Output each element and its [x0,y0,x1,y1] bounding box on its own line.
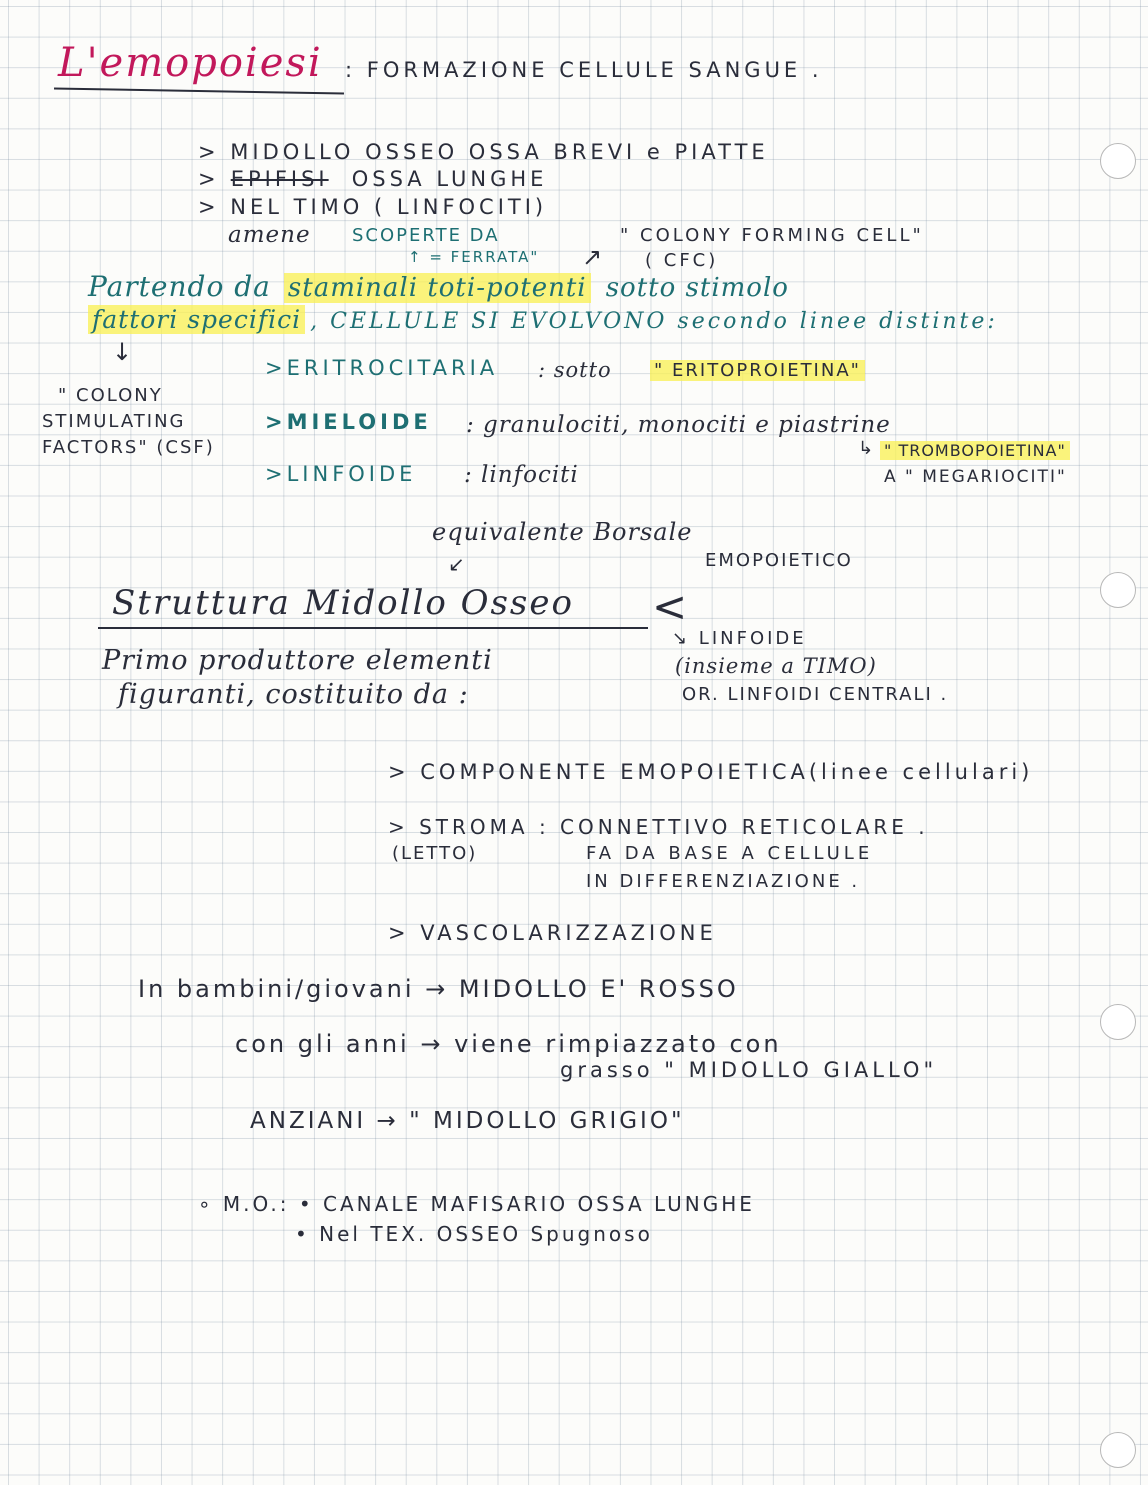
comp-differenziazione: IN DIFFERENZIAZIONE . [586,871,861,892]
cfc-scoperte: SCOPERTE DA [352,225,500,246]
site-epifisi-prefix: > [198,167,220,191]
line-eritro-sotto: : sotto [538,358,612,382]
staminali-partendo: Partendo da [88,270,271,303]
site-epifisi-rest: OSSA LUNGHE [351,167,548,191]
staminali-down-arrow: ↓ [112,338,133,366]
comp-letto: (LETTO) [392,843,478,864]
comp-vascolarizzazione: > VASCOLARIZZAZIONE [388,921,717,945]
cfc-colony: " COLONY FORMING CELL" [620,225,924,246]
struttura-equivalente: equivalente Borsale [432,518,693,546]
fattori-highlight: fattori specifici [88,305,305,334]
eta-anziani: ANZIANI → " MIDOLLO GRIGIO" [250,1108,685,1134]
struttura-underline [98,627,648,629]
struttura-linfoide: ↘ LINFOIDE [672,628,807,649]
line-linfoide-text: : linfociti [464,462,579,488]
struttura-heading: Struttura Midollo Osseo [112,583,574,623]
eta-grasso: grasso " MIDOLLO GIALLO" [560,1058,938,1082]
csf-line3: FACTORS" (CSF) [42,437,215,458]
eta-bambini: In bambini/giovani → MIDOLLO E' ROSSO [138,975,739,1003]
staminali-line1 [88,270,789,303]
mo-spugnoso: • Nel TEX. OSSEO Spugnoso [295,1222,653,1246]
title-underline [54,87,344,94]
struttura-eq-arrow: ↙ [448,552,465,576]
cfc-amene: amene [228,222,311,248]
line-mieloide-label: >MIELOIDE [265,410,432,434]
csf-line2: STIMULATING [42,411,186,432]
site-epifisi [198,167,547,191]
struttura-insieme: (insieme a TIMO) [675,654,877,678]
comp-stroma: > STROMA : CONNETTIVO RETICOLARE . [388,815,929,839]
struttura-or-linfoidi: OR. LINFOIDI CENTRALI . [682,684,949,705]
csf-line1: " COLONY [58,385,163,406]
comp-emopoietica: > COMPONENTE EMOPOIETICA(linee cellulari) [388,760,1034,784]
line-eritro-epo: " ERITOPROIETINA" [650,360,865,381]
cfc-ferrata: ↑ = FERRATA" [408,248,540,266]
binder-hole-top [1100,143,1136,179]
struttura-primo-line2: figuranti, costituito da : [118,679,469,710]
title-subtitle: : FORMAZIONE CELLULE SANGUE . [345,58,823,82]
mo-canale: ∘ M.O.: • CANALE MAFISARIO OSSA LUNGHE [198,1192,755,1216]
binder-hole-bottom [1100,1432,1136,1468]
binder-hole-mid1 [1100,572,1136,608]
tpo-megacariociti: A " MEGARIOCITI" [884,467,1067,487]
site-midollo: > MIDOLLO OSSEO OSSA BREVI e PIATTE [198,140,769,164]
cfc-arrow: ↗ [582,243,603,271]
staminali-line2 [88,305,998,334]
site-timo: > NEL TIMO ( LINFOCITI) [198,195,548,219]
staminali-sotto: sotto stimolo [605,273,789,303]
eta-anni: con gli anni → viene rimpiazzato con [235,1030,782,1058]
page-title: L'emopoiesi [58,40,323,86]
comp-fa-base: FA DA BASE A CELLULE [586,843,874,864]
staminali-evolvono: , CELLULE SI EVOLVONO secondo linee distinte: [310,309,998,334]
binder-hole-mid2 [1100,1004,1136,1040]
struttura-emopoietico: EMOPOIETICO [705,550,853,571]
line-linfoide-label: >LINFOIDE [265,462,417,486]
tpo-arrow: ↳ [858,438,874,459]
struttura-primo-line1: Primo produttore elementi [102,645,493,676]
line-eritro-label: >ERITROCITARIA [265,356,499,380]
staminali-highlight: staminali toti-potenti [284,273,591,303]
struttura-brace: < [652,582,690,631]
line-mieloide-text: : granulociti, monociti e piastrine [466,412,891,438]
site-epifisi-struck: EPIFISI [230,167,329,191]
cfc-abbr: ( CFC) [645,250,719,271]
tpo-highlight: " TROMBOPOIETINA" [880,441,1070,460]
